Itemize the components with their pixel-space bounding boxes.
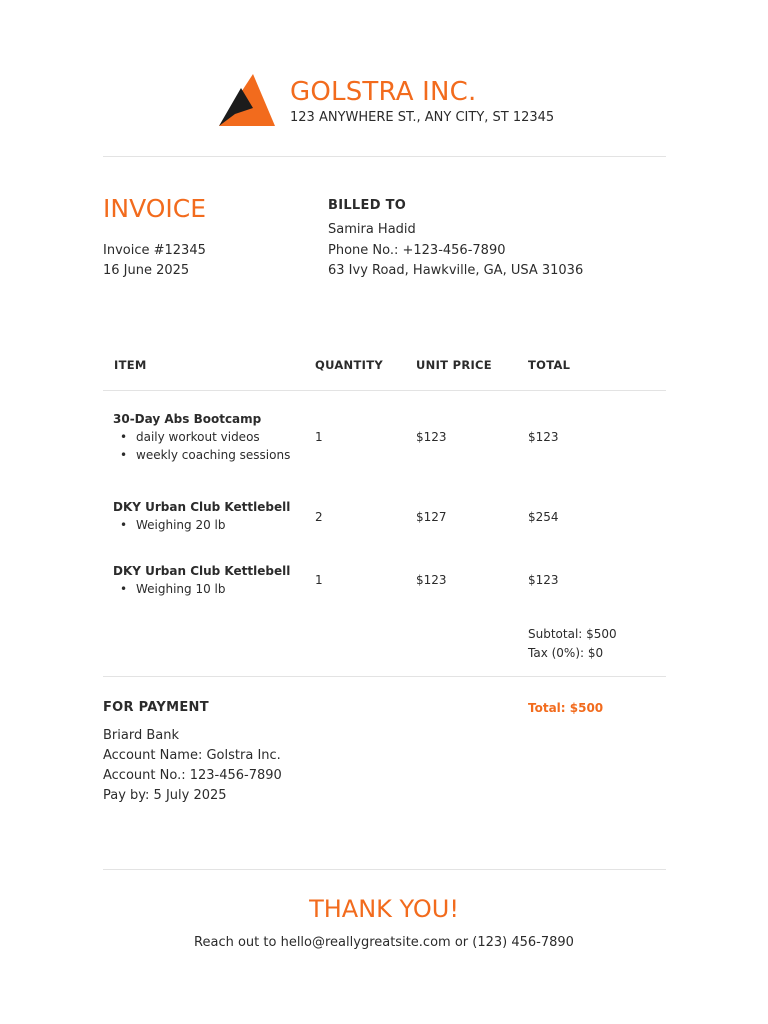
column-header-quantity: QUANTITY	[315, 358, 383, 372]
payment-bank: Briard Bank	[103, 728, 179, 743]
summary-divider	[103, 676, 666, 677]
table-header-divider	[103, 390, 666, 391]
item-unit-price: $123	[416, 573, 447, 587]
item-unit-price: $123	[416, 430, 447, 444]
payment-account-name: Account Name: Golstra Inc.	[103, 748, 281, 763]
subtotal: Subtotal: $500	[528, 627, 617, 641]
grand-total: Total: $500	[528, 701, 604, 715]
tax: Tax (0%): $0	[528, 646, 604, 660]
item-total: $123	[528, 430, 559, 444]
thank-you-heading: THANK YOU!	[309, 895, 459, 923]
item-quantity: 1	[315, 430, 323, 444]
invoice-number: Invoice #12345	[103, 243, 206, 258]
company-header	[219, 74, 559, 128]
company-name: GOLSTRA INC.	[290, 77, 477, 107]
footer-divider	[103, 869, 666, 870]
billed-to-phone: Phone No.: +123-456-7890	[328, 243, 506, 258]
item-name: DKY Urban Club Kettlebell	[113, 564, 291, 578]
invoice-title: INVOICE	[103, 194, 207, 223]
column-header-unit-price: UNIT PRICE	[416, 358, 492, 372]
billed-to-name: Samira Hadid	[328, 222, 416, 237]
invoice-date: 16 June 2025	[103, 263, 190, 278]
triangle-logo-icon	[219, 74, 277, 128]
column-header-item: ITEM	[114, 358, 147, 372]
item-detail: • daily workout videos	[120, 430, 260, 444]
item-detail: • Weighing 10 lb	[120, 582, 226, 596]
item-name: 30-Day Abs Bootcamp	[113, 412, 262, 426]
item-unit-price: $127	[416, 510, 447, 524]
billed-to-heading: BILLED TO	[328, 198, 407, 213]
company-address: 123 ANYWHERE ST., ANY CITY, ST 12345	[290, 110, 555, 125]
item-total: $254	[528, 510, 559, 524]
item-detail: • weekly coaching sessions	[120, 448, 290, 462]
item-total: $123	[528, 573, 559, 587]
item-quantity: 2	[315, 510, 323, 524]
column-header-total: TOTAL	[528, 358, 571, 372]
payment-account-number: Account No.: 123-456-7890	[103, 768, 282, 783]
header-divider	[103, 156, 666, 157]
payment-due-date: Pay by: 5 July 2025	[103, 788, 227, 803]
payment-heading: FOR PAYMENT	[103, 700, 209, 715]
contact-line: Reach out to hello@reallygreatsite.com or (123) 456-7890	[194, 935, 574, 950]
billed-to-address: 63 Ivy Road, Hawkville, GA, USA 31036	[328, 263, 584, 278]
item-name: DKY Urban Club Kettlebell	[113, 500, 291, 514]
item-quantity: 1	[315, 573, 323, 587]
item-detail: • Weighing 20 lb	[120, 518, 226, 532]
